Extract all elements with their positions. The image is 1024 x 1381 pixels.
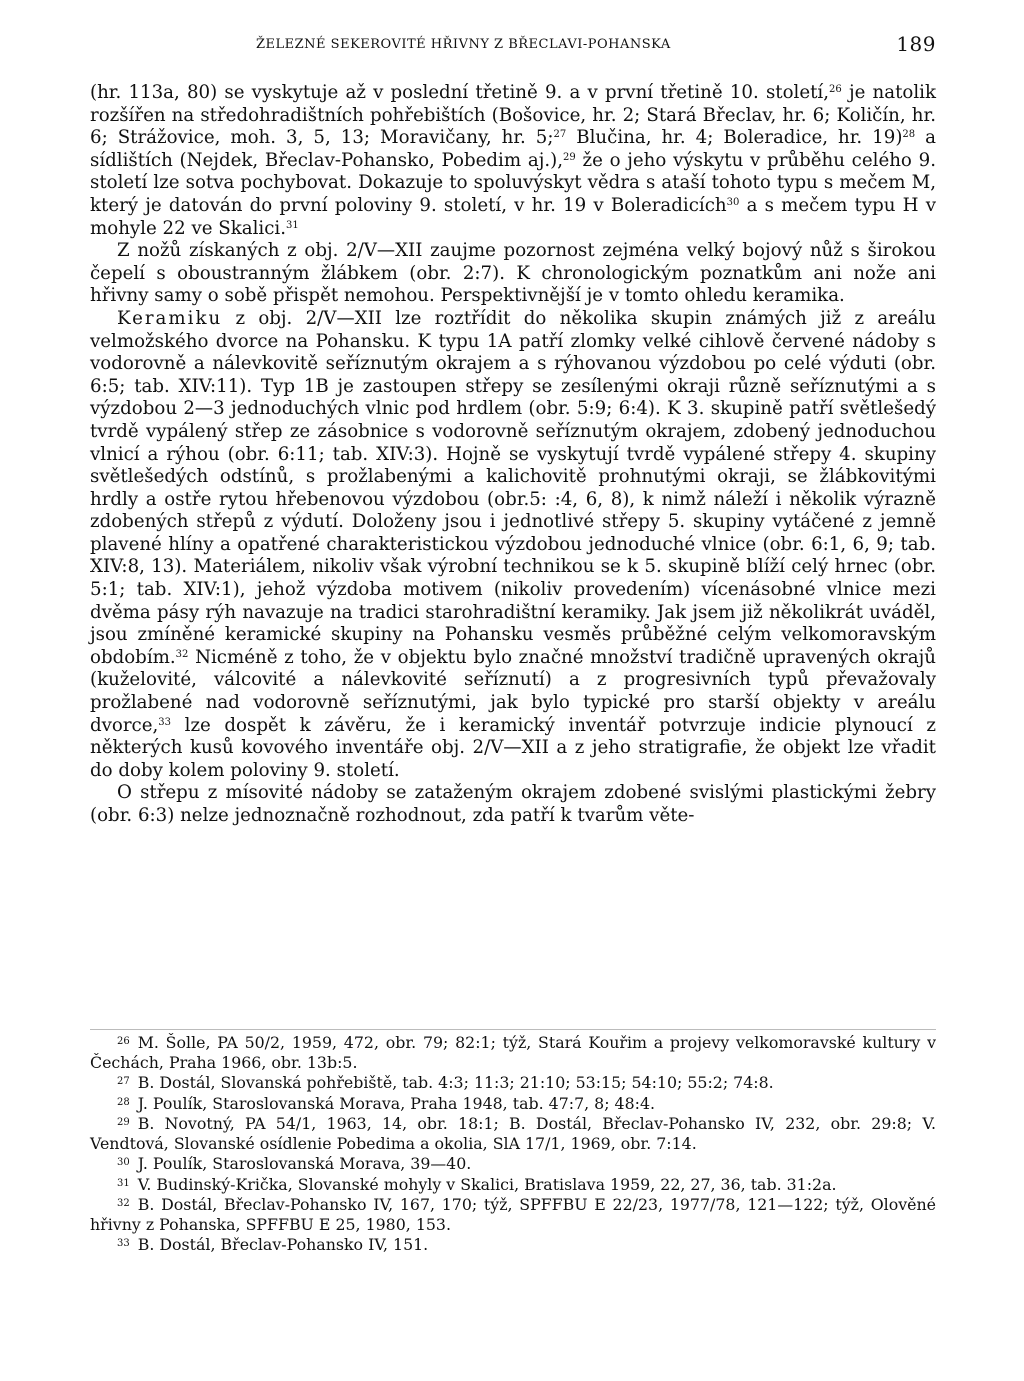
footnote-number: 30 [117, 1157, 130, 1168]
footnote-number: 32 [117, 1198, 130, 1209]
text-run: Nicméně z toho, že v objektu bylo značné množství tradičně upravených okrajů (kuželovité, válcovité a nálevkovité seříznutí) a z progresivních typů převažovaly prožlabené nad vodorovně seříznutými, jak bylo typické pro starší objekty v areálu dvorce, [90, 646, 936, 736]
footnote-number: 29 [117, 1117, 130, 1128]
paragraph-4: O střepu z mísovité nádoby se zataženým okrajem zdobené svislými plastickými žebry (obr. 6:3) nelze jednoznačně rozhodnout, zda patří k tvarům věte- [90, 782, 936, 826]
footnote-text: V. Budinský-Krička, Slovanské mohyly v Skalici, Bratislava 1959, 22, 27, 36, tab. 31:2a. [137, 1174, 837, 1194]
text-run: a s mečem typu H v mohyle 22 ve Skalici. [90, 194, 936, 239]
footnote-ref: 33 [158, 716, 172, 728]
footnote [90, 1194, 936, 1234]
text-run: že o jeho výskytu v průběhu celého 9. století lze sotva pochybovat. Dokazuje to spoluvýskyt vědra s ataší tohoto typu s mečem M, který je datován do první poloviny 9. století, v hr. 19 v Boleradicích [90, 149, 936, 216]
footnote-ref: 28 [902, 129, 916, 141]
footnote-number: 27 [117, 1076, 130, 1087]
running-header [256, 32, 936, 60]
footnote-number: 26 [117, 1036, 130, 1047]
footnote-text: B. Dostál, Břeclav-Pohansko IV, 151. [137, 1235, 429, 1254]
footnote-number: 33 [117, 1238, 130, 1249]
paragraph-1 [90, 82, 936, 240]
footnote [90, 1234, 936, 1255]
footnote-ref: 29 [563, 151, 576, 163]
paragraph-3 [90, 308, 936, 782]
footnote-number: 28 [117, 1096, 130, 1108]
footnote-divider [90, 1029, 936, 1030]
text-run: (hr. 113a, 80) se vyskytuje až v poslední třetině 9. a v první třetině 10. století, [90, 82, 830, 103]
running-title: ŽELEZNÉ SEKEROVITÉ HŘIVNY Z BŘECLAVI-POHANSKA [256, 37, 671, 52]
footnote-text: B. Dostál, Břeclav-Pohansko IV, 167, 170; týž, SPFFBU E 22/23, 1977/78, 121—122; týž, Olověné hřivny z Pohanska, SPFFBU E 25, 1980, 153. [90, 1195, 936, 1234]
footnote-ref: 32 [175, 648, 189, 660]
text-run: je natolik rozšířen na středohradištních pohřebištích (Bošovice, hr. 2; Stará Břeclav, hr. 6; Količín, hr. 6; Strážovice, moh. 3, 5, 13; Moravičany, hr. 5; [90, 82, 937, 149]
spaced-lead-word: Keramiku [117, 307, 223, 329]
footnote-ref: 31 [286, 219, 299, 231]
text-run: Blučina, hr. 4; Boleradice, hr. 19) [566, 127, 903, 149]
footnote-text: M. Šolle, PA 50/2, 1959, 472, obr. 79; 82:1; týž, Stará Kouřim a projevy velkomoravské kultury v Čechách, Praha 1966, obr. 13b:5. [90, 1033, 936, 1072]
footnote [90, 1153, 936, 1174]
footnote [90, 1113, 936, 1153]
page-number: 189 [896, 32, 936, 56]
footnote-ref: 30 [726, 196, 740, 208]
footnote-text: B. Novotný, PA 54/1, 1963, 14, obr. 18:1; B. Dostál, Břeclav-Pohansko IV, 232, obr. 29:8; V. Vendtová, Slovanské osídlenie Pobedima a okolia, SlA 17/1, 1969, obr. 7:14. [90, 1114, 936, 1153]
footnote-number: 31 [117, 1177, 130, 1189]
text-run: lze dospět k závěru, že i keramický inventář potvrzuje indicie plynoucí z některých kusů kovového inventáře obj. 2/V—XII a z jeho stratigrafie, že objekt lze vřadit do doby kolem poloviny 9. století. [90, 714, 936, 781]
main-text [90, 82, 936, 828]
paragraph-2: Z nožů získaných z obj. 2/V—XII zaujme pozornost zejména velký bojový nůž s širokou čepelí s oboustranným žlábkem (obr. 2:7). K chronologickým poznatkům ani nože ani hřivny samy o sobě přispět nemohou. Perspektivnější je v tomto ohledu keramika. [90, 240, 936, 307]
footnote-text: B. Dostál, Slovanská pohřebiště, tab. 4:3; 11:3; 21:10; 53:15; 54:10; 55:2; 74:8. [137, 1073, 774, 1092]
footnote [90, 1072, 936, 1093]
footnote [90, 1174, 936, 1195]
footnotes [90, 1032, 936, 1255]
footnote-text: J. Poulík, Staroslovanská Morava, Praha 1948, tab. 47:7, 8; 48:4. [137, 1093, 656, 1113]
footnote-ref: 27 [553, 129, 567, 141]
footnote [90, 1032, 936, 1072]
footnote [90, 1093, 936, 1114]
text-run: a sídlištích (Nejdek, Břeclav-Pohansko, Pobedim aj.), [90, 127, 936, 171]
footnote-ref: 26 [829, 84, 842, 95]
footnote-text: J. Poulík, Staroslovanská Morava, 39—40. [137, 1154, 472, 1173]
text-run: z obj. 2/V—XII lze roztřídit do několika skupin známých již z areálu velmožského dvorce na Pohansku. K typu 1A patří zlomky velké cihlově červené nádoby s vodorovně a nálevkovitě seříznutým okrajem a s rýhovanou výzdobou po celé výduti (obr. 6:5; tab. XIV:11). Typ 1B je zastoupen střepy se zesílenými okraji různě seříznutými a s výzdobou 2—3 jednoduchých vlnic pod hrdlem (obr. 5:9; 6:4). K 3. skupině patří světlešedý tvrdě vypálený střep ze zásobnice s vodorovně seříznutým okrajem, zdobený jednoduchou vlnicí a rýhou (obr. 6:11; tab. XIV:3). Hojně se vyskytují tvrdě vypálené střepy 4. skupiny světlešedých odstínů, s prožlabenými a kalichovitě prohnutými okraji, se žlábkovitými hrdly a ostře rytou hřebenovou výzdobou (obr.5: :4, 6, 8), k nimž náleží i několik výrazně zdobených střepů z výdutí. Doloženy jsou i jednotlivé střepy 5. skupiny vytáčené z jemně plavené hlíny a opatřené charakteristickou výzdobou jednoduché vlnice (obr. 6:1, 6, 9; tab. XIV:8, 13). Materiálem, nikoliv však výrobní technikou se k 5. skupině blíží celý hrnec (obr. 5:1; tab. XIV:1), jehož výzdoba motivem (nikoliv provedením) vícenásobné vlnice mezi dvěma pásy rýh navazuje na tradici starohradištní keramiky. Jak jsem již několikrát uváděl, jsou zmíněné keramické skupiny na Pohansku vesměs průběžné celým velkomoravským obdobím. [90, 307, 936, 668]
